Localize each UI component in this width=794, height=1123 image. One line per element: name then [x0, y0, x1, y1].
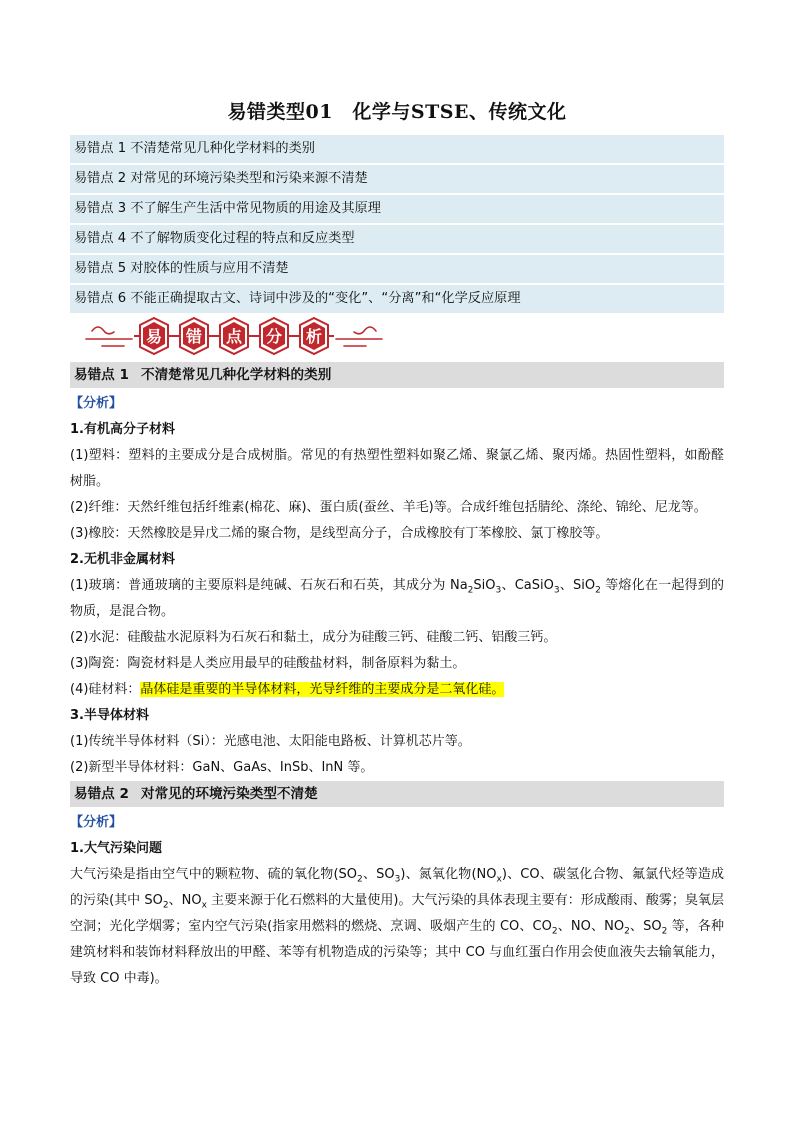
banner-badge-1	[140, 318, 168, 354]
section-heading-1	[70, 362, 724, 388]
section-title: 不清楚常见几种化学材料的类别	[140, 367, 332, 383]
banner-badge-5	[300, 318, 328, 354]
cloud-ornament-left-icon	[86, 327, 132, 346]
banner-char-5: 析	[305, 327, 323, 346]
paragraph-silicon: (4)硅材料：晶体硅是重要的半导体材料，光导纤维的主要成分是二氧化硅。	[70, 682, 505, 697]
banner-badge-3	[220, 318, 248, 354]
page-title: 易错类型01 化学与STSE、传统文化	[227, 101, 567, 123]
paragraph-glass: (1)玻璃：普通玻璃的主要原料是纯碱、石灰石和石英，其成分为 $Na_2SiO_3$、CaSiO$_3$、SiO$_2$ 等熔化在一起得到的物质，是混合物。	[70, 578, 724, 619]
analysis-label: 【分析】	[70, 396, 123, 411]
content-body	[70, 362, 724, 992]
paragraph-ceramics: (3)陶瓷：陶瓷材料是人类应用最早的硅酸盐材料，制备原料为黏土。	[70, 656, 466, 671]
subheading-inorganic-materials: 2.无机非金属材料	[70, 552, 175, 567]
error-point-list	[70, 135, 724, 315]
paragraph-new-semiconductors: (2)新型半导体材料：GaN、GaAs、InSb、InN 等。	[70, 760, 374, 775]
section-number: 易错点 2	[74, 786, 129, 802]
paragraph-plastics: (1)塑料：塑料的主要成分是合成树脂。常见的有热塑性塑料如聚乙烯、聚氯乙烯、聚丙烯。热固性塑料，如酚醛树脂。	[70, 448, 724, 489]
analysis-banner	[84, 315, 384, 357]
banner-badge-4	[260, 318, 288, 354]
section-number: 易错点 1	[74, 367, 129, 383]
banner-badge-2	[180, 318, 208, 354]
banner-char-3: 点	[225, 327, 243, 346]
cloud-ornament-right-icon	[336, 327, 382, 346]
paragraph-fibers: (2)纤维：天然纤维包括纤维素(棉花、麻)、蛋白质(蚕丝、羊毛)等。合成纤维包括腈纶、涤纶、锦纶、尼龙等。	[70, 500, 707, 515]
subheading-air-pollution: 1.大气污染问题	[70, 841, 162, 856]
toc-item-6: 易错点 6 不能正确提取古文、诗词中涉及的“变化”、“分离”和“化学反应原理	[70, 285, 724, 313]
paragraph-cement: (2)水泥：硅酸盐水泥原料为石灰石和黏土，成分为硅酸三钙、硅酸二钙、铝酸三钙。	[70, 630, 557, 645]
paragraph-traditional-semiconductors: (1)传统半导体材料（Si）：光感电池、太阳能电路板、计算机芯片等。	[70, 734, 471, 749]
highlighted-text: 晶体硅是重要的半导体材料，光导纤维的主要成分是二氧化硅。	[140, 682, 505, 697]
subheading-semiconductors: 3.半导体材料	[70, 708, 149, 723]
analysis-label: 【分析】	[70, 815, 123, 830]
paragraph-rubber: (3)橡胶：天然橡胶是异戊二烯的聚合物，是线型高分子，合成橡胶有丁苯橡胶、氯丁橡胶等。	[70, 526, 609, 541]
section-title: 对常见的环境污染类型不清楚	[140, 786, 318, 802]
toc-item-3: 易错点 3 不了解生产生活中常见物质的用途及其原理	[70, 195, 724, 223]
paragraph-air-pollution: 大气污染是指由空气中的颗粒物、硫的氧化物($SO_2$、$SO_3$)、氮氧化物$(NO_x)$、CO、碳氢化合物、氟氯代烃等造成的污染(其中 $SO_2$、$NO_x$ 主要来源于化石燃料的大量使用)。大气污染的具体表现主要有：形成酸雨、酸雾；臭氧层空洞；光化学烟雾；室内空气污染(指家用燃料的燃烧、烹调、吸烟产生的 CO、$CO_2$、NO、$NO_2$、$SO_2$ 等，各种建筑材料和装饰材料释放出的甲醛、苯等有机物造成的污染等；其中 CO 与血红蛋白作用会使血液失去输氧能力，导致 CO 中毒)。	[70, 867, 724, 986]
toc-item-2: 易错点 2 对常见的环境污染类型和污染来源不清楚	[70, 165, 724, 193]
toc-item-4: 易错点 4 不了解物质变化过程的特点和反应类型	[70, 225, 724, 253]
subheading-organic-polymers: 1.有机高分子材料	[70, 422, 175, 437]
banner-char-1: 易	[145, 327, 163, 346]
toc-item-5: 易错点 5 对胶体的性质与应用不清楚	[70, 255, 724, 283]
banner-char-4: 分	[265, 327, 283, 346]
banner-char-2: 错	[185, 327, 203, 346]
toc-item-1: 易错点 1 不清楚常见几种化学材料的类别	[70, 135, 724, 163]
section-heading-2	[70, 781, 724, 807]
